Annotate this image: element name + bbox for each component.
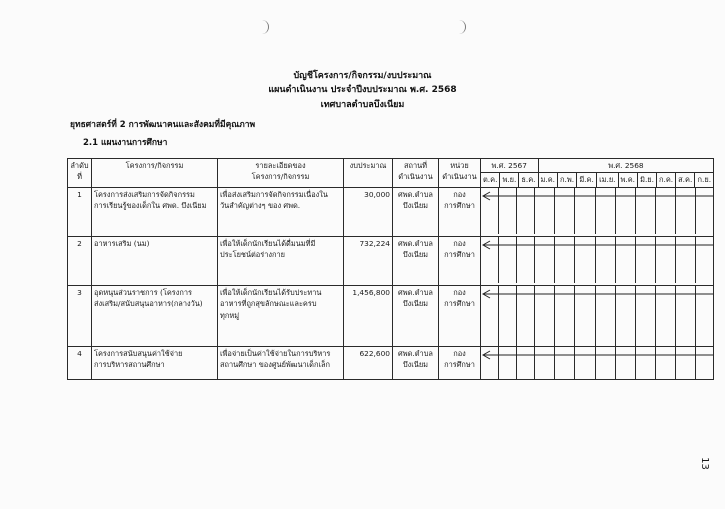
table-row xyxy=(68,187,714,236)
row-detail xyxy=(218,285,344,346)
project-line: ส่งเสริม/สนับสนุนอาหาร(กลางวัน) xyxy=(94,299,203,309)
place-line: ศพด.ตำบล xyxy=(398,238,433,248)
timeline-arrow xyxy=(481,347,714,379)
row-place xyxy=(393,346,439,379)
strategy-heading: ยุทธศาสตร์ที่ 2 การพัฒนาคนและสังคมที่มีคุณภาพ xyxy=(70,120,256,130)
page-number: 13 xyxy=(699,457,711,470)
place-line: บึงเนียม xyxy=(402,299,429,309)
unit-line: กอง xyxy=(453,287,466,297)
timeline-arrow xyxy=(481,237,714,283)
detail-line: อาหารที่ถูกสุขลักษณะและครบ xyxy=(220,299,317,309)
project-line: อุดหนุนส่วนราชการ (โครงการ xyxy=(94,287,192,297)
row-unit xyxy=(439,285,481,346)
col-project-header: โครงการ/กิจกรรม xyxy=(92,159,218,188)
col-place-label: สถานที่ xyxy=(403,161,428,170)
header-title: บัญชีโครงการ/กิจกรรม/งบประมาณ xyxy=(293,71,432,81)
project-plan-table xyxy=(67,158,714,380)
col-unit-label-2: ดำเนินงาน xyxy=(442,172,477,182)
timeline-cell xyxy=(481,236,714,285)
row-budget: 732,224 xyxy=(344,236,393,285)
place-line: บึงเนียม xyxy=(402,201,429,211)
row-project xyxy=(92,187,218,236)
row-no: 2 xyxy=(68,236,92,285)
month-header: ก.พ. xyxy=(558,173,577,187)
row-no: 3 xyxy=(68,285,92,346)
detail-line: เพื่อให้เด็กนักเรียนได้ดื่มนมที่มี xyxy=(220,238,316,248)
row-project xyxy=(92,236,218,285)
row-project xyxy=(92,346,218,379)
row-detail xyxy=(218,346,344,379)
header-organization: เทศบาลตำบลบึงเนียม xyxy=(320,100,405,110)
place-line: บึงเนียม xyxy=(402,360,429,370)
col-no-label-2: ที่ xyxy=(77,172,82,182)
year-2568-header: พ.ศ. 2568 xyxy=(538,159,714,173)
month-header: ก.ค. xyxy=(657,173,676,187)
table-row xyxy=(68,346,714,379)
col-detail-label-2: โครงการ/กิจกรรม xyxy=(251,172,310,182)
punch-hole-mark-right xyxy=(455,20,466,34)
row-budget: 622,600 xyxy=(344,346,393,379)
row-no: 1 xyxy=(68,187,92,236)
timeline-arrow xyxy=(481,188,714,234)
unit-line: การศึกษา xyxy=(444,360,475,370)
row-place xyxy=(393,285,439,346)
row-detail xyxy=(218,236,344,285)
detail-line: เพื่อให้เด็กนักเรียนได้รับประทาน xyxy=(220,287,322,297)
col-budget-header: งบประมาณ xyxy=(344,159,393,188)
timeline-cell xyxy=(481,346,714,379)
unit-line: กอง xyxy=(453,348,466,358)
month-header: ส.ค. xyxy=(676,173,695,187)
project-line: การบริหารสถานศึกษา xyxy=(94,360,165,370)
unit-line: การศึกษา xyxy=(444,201,475,211)
place-line: ศพด.ตำบล xyxy=(398,348,433,358)
unit-line: กอง xyxy=(453,189,466,199)
unit-line: การศึกษา xyxy=(444,250,475,260)
project-line: อาหารเสริม (นม) xyxy=(94,238,150,248)
unit-line: กอง xyxy=(453,238,466,248)
month-header: ต.ค. xyxy=(481,173,500,187)
detail-line: ทุกหมู่ xyxy=(220,310,240,320)
table-row xyxy=(68,236,714,285)
month-header: พ.ย. xyxy=(500,173,519,187)
row-unit xyxy=(439,236,481,285)
row-unit xyxy=(439,187,481,236)
month-header: พ.ค. xyxy=(618,173,638,187)
project-line: โครงการสนับสนุนค่าใช้จ่าย xyxy=(94,348,183,358)
col-detail-label: รายละเอียดของ xyxy=(255,161,306,170)
year-2567-header: พ.ศ. 2567 xyxy=(481,159,539,173)
detail-line: ประโยชน์ต่อร่างกาย xyxy=(220,250,285,260)
table-header-row xyxy=(68,159,714,173)
detail-line: เพื่อจ่ายเป็นค่าใช้จ่ายในการบริหาร xyxy=(220,348,331,358)
month-header: มี.ค. xyxy=(577,173,597,187)
detail-line: วันสำคัญต่างๆ ของ ศพด. xyxy=(220,201,301,211)
punch-hole-mark-left xyxy=(258,20,269,34)
row-unit xyxy=(439,346,481,379)
timeline-cell xyxy=(481,187,714,236)
month-header: ธ.ค. xyxy=(519,173,538,187)
project-line: การเรียนรู้ของเด็กใน ศพด. บึงเนียม xyxy=(94,201,207,211)
plan-heading: 2.1 แผนงานการศึกษา xyxy=(83,138,168,148)
timeline-cell xyxy=(481,285,714,346)
header-plan-year: แผนดำเนินงาน ประจำปีงบประมาณ พ.ศ. 2568 xyxy=(268,85,457,95)
row-place xyxy=(393,236,439,285)
col-place-label-2: ดำเนินงาน xyxy=(398,172,433,182)
col-no-header xyxy=(68,159,92,188)
month-header: เม.ย. xyxy=(597,173,618,187)
row-detail xyxy=(218,187,344,236)
row-no: 4 xyxy=(68,346,92,379)
place-line: ศพด.ตำบล xyxy=(398,287,433,297)
detail-line: เพื่อส่งเสริมการจัดกิจกรรมเนื่องใน xyxy=(220,189,328,199)
row-project xyxy=(92,285,218,346)
unit-line: การศึกษา xyxy=(444,299,475,309)
month-header: ก.ย. xyxy=(695,173,714,187)
col-no-label: ลำดับ xyxy=(70,161,89,170)
month-header: ม.ค. xyxy=(538,173,558,187)
timeline-arrow xyxy=(481,286,714,346)
col-unit-label: หน่วย xyxy=(450,161,469,170)
row-budget: 30,000 xyxy=(344,187,393,236)
project-line: โครงการส่งเสริมการจัดกิจกรรม xyxy=(94,189,195,199)
month-header: มิ.ย. xyxy=(638,173,657,187)
col-detail-header xyxy=(218,159,344,188)
place-line: ศพด.ตำบล xyxy=(398,189,433,199)
row-budget: 1,456,800 xyxy=(344,285,393,346)
detail-line: สถานศึกษา ของศูนย์พัฒนาเด็กเล็ก xyxy=(220,360,330,370)
table-row xyxy=(68,285,714,346)
row-place xyxy=(393,187,439,236)
place-line: บึงเนียม xyxy=(402,250,429,260)
col-unit-header xyxy=(439,159,481,188)
col-place-header xyxy=(393,159,439,188)
